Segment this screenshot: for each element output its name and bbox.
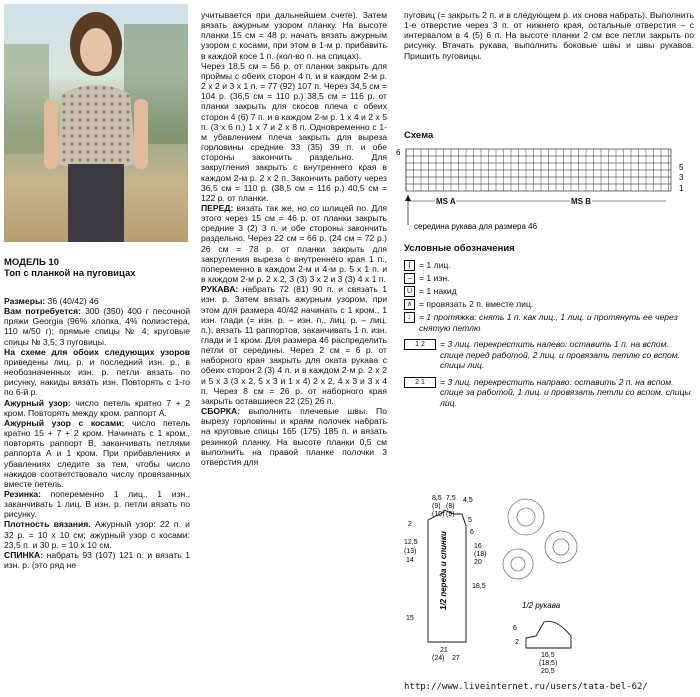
- legend-text: = 1 изн.: [419, 273, 450, 283]
- dimension-label: (8): [446, 503, 455, 510]
- knit-icon: |: [404, 260, 415, 271]
- paragraph: СПИНКА: набрать 93 (107) 121 п. и вязать 1 изн. р. (это ряд не: [4, 549, 190, 571]
- dimension-label: (9): [446, 511, 455, 518]
- pattern-schematic: [396, 492, 696, 678]
- paragraph: Ажурный узор: число петель кратно 7 + 2 кром. Повторять между кром. раппорт А.: [4, 397, 190, 418]
- row-label: 3: [679, 173, 684, 182]
- knitting-chart: [396, 145, 696, 235]
- cross-right-icon: 2 1: [404, 377, 436, 388]
- paragraph: Через 18,5 см = 56 р. от планки закрыть для проймы с обеих сторон 4 п. и в каждом 2-м р. 2 х 2 и 3 х 1 п. = 77 (92) 107 п. Через 34,5 см = 104 р. (36,5 см = 110 р.) 38,5 см = 116 р. от планки закрыть для скосов плеча с обеих сторон 4 (6) 7 п. и в каждом 2-м р. 1 х 4 и 2 х 5 п. (3 х 6 п.) 1 х 7 и 2 х 8 п. Одновременно с 1-м убавлением плеча закрыть для выреза горловины средние 33 (35) 39 п. и обе стороны закончить раздельно. Для закругления закрыть с внутреннего края в каждом 2-м р. 2 х 2 п. Закончить работу через 36,5 см = 110 р. (38,5 см = 116 р.) 40,5 см = 122 р. от планки.: [201, 60, 387, 203]
- k2tog-icon: ∧: [404, 299, 415, 310]
- column-2: [201, 10, 387, 696]
- scheme-caption: середина рукава для размера 46: [414, 222, 538, 231]
- dimension-label: (13): [404, 548, 417, 555]
- dimension-label: 20,5: [541, 668, 555, 675]
- purl-icon: –: [404, 273, 415, 284]
- paragraph: пуговиц (= закрыть 2 п. и в следующем р. их снова набрать). Выполнить 1-е отверстие через 3 п. от нижнего края, остальные отверстия – с интервалом в 4 (5) 6 п. На высоте планки 2 см все петли закрыть по рисунку. Втачать рукава, выполнить боковые швы и швы рукавов. Пришить пуговицы.: [404, 10, 694, 61]
- dimension-label: 15: [406, 615, 414, 622]
- dimension-label: (10): [432, 511, 445, 518]
- dimension-label: 16: [474, 543, 482, 550]
- dimension-label: 8,5: [432, 495, 442, 502]
- dimension-label: 4,5: [463, 497, 473, 504]
- dimension-label: 6: [513, 625, 517, 632]
- dimension-label: (18,5): [539, 660, 558, 667]
- dimension-label: 6: [470, 529, 474, 536]
- dimension-label: (9): [432, 503, 441, 510]
- dimension-label: (18): [474, 551, 487, 558]
- dimension-label: 14: [406, 557, 414, 564]
- legend-title: Условные обозначения: [404, 243, 515, 254]
- legend-text: = 3 лиц. перекрестить налево: оставить 1 п. на вспом. спице перед работой, 2 лиц. и провязать петлю со вспом. спицы лиц.: [440, 339, 681, 370]
- front-back-label: 1/2 переда и спинки: [439, 531, 448, 610]
- paragraph: Плотность вязания. Ажурный узор: 22 п. и 32 р. = 10 х 10 см; ажурный узор с косами: 23,5 п. и 30 р. = 10 х 10 см.: [4, 519, 190, 550]
- model-title: МОДЕЛЬ 10: [4, 257, 59, 268]
- paragraph: Вам потребуется: 300 (350) 400 г песочной пряжи Georgia (96% хлопка, 4% полиэстера, 110 м/50 г); прямые спицы № 4; круговые спицы № 3,5; 3 пуговицы.: [4, 306, 190, 347]
- dimension-label: 12,5: [404, 539, 418, 546]
- dimension-label: 5: [468, 517, 472, 524]
- paragraph: ПЕРЕД: вязать так же, но со шлицей по. Для этого через 15 см = 46 р. от планки закрыть средние 3 (2) 3 п. и обе стороны закончить раздельно. Через 22 см = 66 р. (24 см = 72 р.) 26 см = 78 р. от планки закрыть для закругления выреза с внутреннего края 1 п., попеременно в каждом 2-м и 4-м р. 5 х 1 п. и в каждом 2-м р. 2 х 2, 3 (3) 3 х 2 и 3 (3) 4 х 1 п.: [201, 202, 387, 285]
- flower-motif: [503, 499, 577, 579]
- yarn-over-icon: U: [404, 286, 415, 297]
- ms-b-label: MS B: [571, 197, 591, 206]
- legend-text: = 1 протяжка: снять 1 п. как лиц., 1 лиц. и протянуть ее через снятую петлю: [419, 312, 678, 333]
- dimension-label: 27: [452, 655, 460, 662]
- row-label: 1: [679, 184, 684, 193]
- sleeve-outline: [526, 621, 571, 648]
- row-label: 6: [396, 148, 401, 157]
- paragraph: СБОРКА: выполнить плечевые швы. По вырезу горловины и краям полочек набрать на круговые спицы 165 (175) 185 п. и вязать резинкой планку. На высоте планки 0,5 см выполнить на правой планке полочки 3 отверстия для: [201, 406, 387, 467]
- paragraph: На схеме для обоих следующих узоров приведены лиц. р. и последний изн. р., в необозначенных изн. р. петли вязать по рисунку, накиды вязать изн. Повторять с 1-го по 6-й р.: [4, 346, 190, 398]
- row-label: 5: [679, 163, 684, 172]
- legend-text: = 3 лиц. перекрестить направо: оставить 2 п. на вспом. спице за работой, 1 лиц. и провязать петли со вспом. спицы лиц.: [440, 376, 691, 408]
- dimension-label: 18,5: [472, 583, 486, 590]
- paragraph: РУКАВА: набрать 72 (81) 90 п. и связать 1 изн. р. Затем вязать ажурным узором, при этом для размера 40/42 начинать с 1 кром., 1 изн. глади (= изн. р. – изн. п., лиц. р. – лиц. п.), вязать 11 раппортов, заканчивать 1 п. изн. глади и 1 кром. Для размера 46 распределить петли от середины. Через 2 см = 6 р. от наборного края закрыть для оката рукава с обеих сторон 2 (3) 4 п. и в каждом 2-м р. 2 х 2 и 5 х 3 (3 х 2, 5 х 3 и 1 х 4) 2 х 2, 4 х 3 и 3 х 4 п. Через 8 см = 26 р. от наборного края закрыть оставшиеся 22 (25) 26 п.: [201, 284, 387, 406]
- column-1: [4, 296, 190, 696]
- dimension-label: 20: [474, 559, 482, 566]
- dimension-label: 2: [408, 521, 412, 528]
- legend: [404, 260, 694, 408]
- paragraph: Резинка: попеременно 1 лиц., 1 изн., заканчивать 1 лиц. В изн. р. петли вязать по рисунку.: [4, 488, 190, 520]
- paragraph: Размеры: 36 (40/42) 46: [4, 296, 99, 306]
- source-url: http://www.liveinternet.ru/users/tata-bel-62/: [404, 682, 648, 692]
- legend-text: = 1 накид: [419, 286, 457, 296]
- cross-left-icon: 1 2: [404, 339, 436, 350]
- skpo-icon: ↓: [404, 312, 415, 323]
- ms-a-label: MS A: [436, 197, 456, 206]
- scheme-title: Схема: [404, 130, 434, 141]
- dimension-label: (24): [432, 655, 445, 662]
- legend-text: = провязать 2 п. вместе лиц.: [419, 299, 534, 309]
- column-3: [404, 10, 694, 116]
- chart-grid: [406, 149, 671, 191]
- model-photo: [4, 4, 188, 242]
- dimension-label: 21: [440, 647, 448, 654]
- model-subtitle: Топ с планкой на пуговицах: [4, 268, 136, 279]
- legend-text: = 1 лиц.: [419, 260, 451, 270]
- sleeve-label: 1/2 рукава: [522, 601, 561, 610]
- paragraph: учитывается при дальнейшем счете). Затем вязать ажурным узором планку. На высоте планки 15 см = 48 р. начать вязать ажурным узором с косами, при этом в 1-м р. прибавить в каждой косе 1 п. (кол-во п. на спицах).: [201, 10, 387, 61]
- dimension-label: 2: [515, 639, 519, 646]
- paragraph: Ажурный узор с косами: число петель кратно 15 + 7 + 2 кром. Начинать с 1 кром., повторять раппорт В, заканчивать петлями раппорта А и 1 кром. При прибавлениях и убавлениях следите за тем, чтобы число накидов соответствовало числу провязанных вместе петель.: [4, 417, 190, 489]
- dimension-label: 7,5: [446, 495, 456, 502]
- dimension-label: 16,5: [541, 652, 555, 659]
